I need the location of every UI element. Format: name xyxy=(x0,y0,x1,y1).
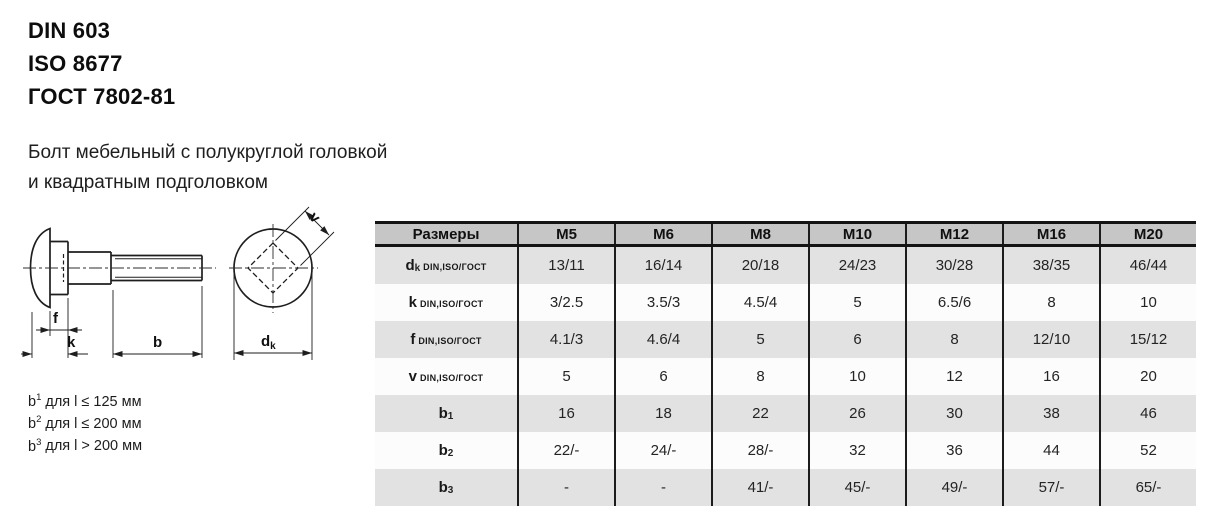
footnotes xyxy=(28,389,142,456)
dim-label-f: f xyxy=(53,310,58,327)
table-cell: 24/23 xyxy=(808,247,905,284)
table-row xyxy=(375,284,1196,321)
table-row xyxy=(375,358,1196,395)
row-label xyxy=(375,395,517,432)
table-cell: 26 xyxy=(808,395,905,432)
row-symbol-subscript: 1 xyxy=(447,411,454,422)
table-cell: 6 xyxy=(614,358,711,395)
standard-gost: ГОСТ 7802-81 xyxy=(28,84,176,109)
table-row xyxy=(375,321,1196,358)
spec-table xyxy=(375,221,1196,506)
table-cell: 5 xyxy=(711,321,808,358)
table-header-row xyxy=(375,221,1196,247)
product-description xyxy=(28,138,387,198)
row-symbol: b xyxy=(438,442,448,459)
table-cell: 15/12 xyxy=(1099,321,1196,358)
description-line-2: и квадратным подголовком xyxy=(28,172,268,193)
table-cell: 8 xyxy=(1002,284,1099,321)
table-cell: 4.6/4 xyxy=(614,321,711,358)
table-cell: 12 xyxy=(905,358,1002,395)
dim-label-v: v xyxy=(305,208,324,227)
table-cell: 10 xyxy=(1099,284,1196,321)
table-cell: - xyxy=(614,469,711,506)
table-cell: 5 xyxy=(808,284,905,321)
header-cell-M5: M5 xyxy=(517,224,614,244)
table-cell: 28/- xyxy=(711,432,808,469)
header-cell-M8: M8 xyxy=(711,224,808,244)
table-cell: 20 xyxy=(1099,358,1196,395)
footnote-b3: $b^3$ для l > 200 мм xyxy=(28,436,143,455)
table-cell: 38 xyxy=(1002,395,1099,432)
row-standards-suffix: DIN,ISO/ГОСТ xyxy=(423,262,487,272)
row-symbol-subscript: 3 xyxy=(447,485,454,496)
table-cell: 4.1/3 xyxy=(517,321,614,358)
table-cell: 32 xyxy=(808,432,905,469)
row-label xyxy=(375,358,517,395)
table-cell: 30 xyxy=(905,395,1002,432)
table-cell: 22/- xyxy=(517,432,614,469)
row-symbol: d xyxy=(405,257,415,274)
table-cell: 44 xyxy=(1002,432,1099,469)
row-label xyxy=(375,432,517,469)
table-row xyxy=(375,247,1196,284)
row-symbol-subscript: k xyxy=(414,263,421,274)
table-cell: 57/- xyxy=(1002,469,1099,506)
row-symbol: v xyxy=(408,368,417,385)
row-label xyxy=(375,321,517,358)
table-cell: 13/11 xyxy=(517,247,614,284)
header-cell-M12: M12 xyxy=(905,224,1002,244)
row-standards-suffix: DIN,ISO/ГОСТ xyxy=(418,336,482,346)
table-cell: 49/- xyxy=(905,469,1002,506)
table-cell: 16 xyxy=(517,395,614,432)
table-cell: 46/44 xyxy=(1099,247,1196,284)
table-row xyxy=(375,469,1196,506)
table-cell: 41/- xyxy=(711,469,808,506)
row-label xyxy=(375,284,517,321)
table-cell: 6 xyxy=(808,321,905,358)
row-symbol: f xyxy=(410,331,416,348)
description-line-1: Болт мебельный с полукруглой головкой xyxy=(28,142,388,163)
header-cell-M6: M6 xyxy=(614,224,711,244)
table-cell: 6.5/6 xyxy=(905,284,1002,321)
row-symbol: k xyxy=(408,294,417,311)
table-cell: 16/14 xyxy=(614,247,711,284)
row-label xyxy=(375,469,517,506)
header-cell-sizes: Размеры xyxy=(412,225,480,243)
table-row xyxy=(375,395,1196,432)
standard-iso: ISO 8677 xyxy=(28,51,123,76)
table-cell: 3.5/3 xyxy=(614,284,711,321)
row-symbol: b xyxy=(438,479,448,496)
table-cell: 30/28 xyxy=(905,247,1002,284)
row-symbol-subscript: 2 xyxy=(447,448,454,459)
table-cell: 52 xyxy=(1099,432,1196,469)
table-cell: 24/- xyxy=(614,432,711,469)
table-cell: 36 xyxy=(905,432,1002,469)
table-cell: - xyxy=(517,469,614,506)
table-cell: 20/18 xyxy=(711,247,808,284)
dim-label-k: k xyxy=(67,334,76,351)
table-cell: 16 xyxy=(1002,358,1099,395)
bolt-drawing-svg xyxy=(15,195,370,519)
row-standards-suffix: DIN,ISO/ГОСТ xyxy=(419,299,484,309)
standard-din: DIN 603 xyxy=(28,18,111,43)
table-row xyxy=(375,432,1196,469)
footnote-b2: $b^2$ для l ≤ 200 мм xyxy=(28,414,142,433)
table-cell: 8 xyxy=(711,358,808,395)
bolt-technical-drawing xyxy=(15,195,370,519)
table-cell: 8 xyxy=(905,321,1002,358)
table-cell: 18 xyxy=(614,395,711,432)
table-cell: 5 xyxy=(517,358,614,395)
table-cell: 12/10 xyxy=(1002,321,1099,358)
row-standards-suffix: DIN,ISO/ГОСТ xyxy=(419,373,484,383)
standards-heading xyxy=(28,14,175,113)
footnote-b1: $b^1$ для l ≤ 125 мм xyxy=(28,392,142,410)
row-label xyxy=(375,247,517,284)
header-cell-M16: M16 xyxy=(1002,224,1099,244)
dim-label-dk: $d_k$ xyxy=(261,333,276,352)
dim-label-b: b xyxy=(153,334,163,351)
table-cell: 22 xyxy=(711,395,808,432)
table-cell: 45/- xyxy=(808,469,905,506)
row-symbol: b xyxy=(438,405,448,422)
table-cell: 4.5/4 xyxy=(711,284,808,321)
table-cell: 10 xyxy=(808,358,905,395)
table-cell: 65/- xyxy=(1099,469,1196,506)
header-cell-M10: M10 xyxy=(808,224,905,244)
table-cell: 3/2.5 xyxy=(517,284,614,321)
table-cell: 46 xyxy=(1099,395,1196,432)
table-cell: 38/35 xyxy=(1002,247,1099,284)
header-cell-M20: M20 xyxy=(1099,224,1196,244)
